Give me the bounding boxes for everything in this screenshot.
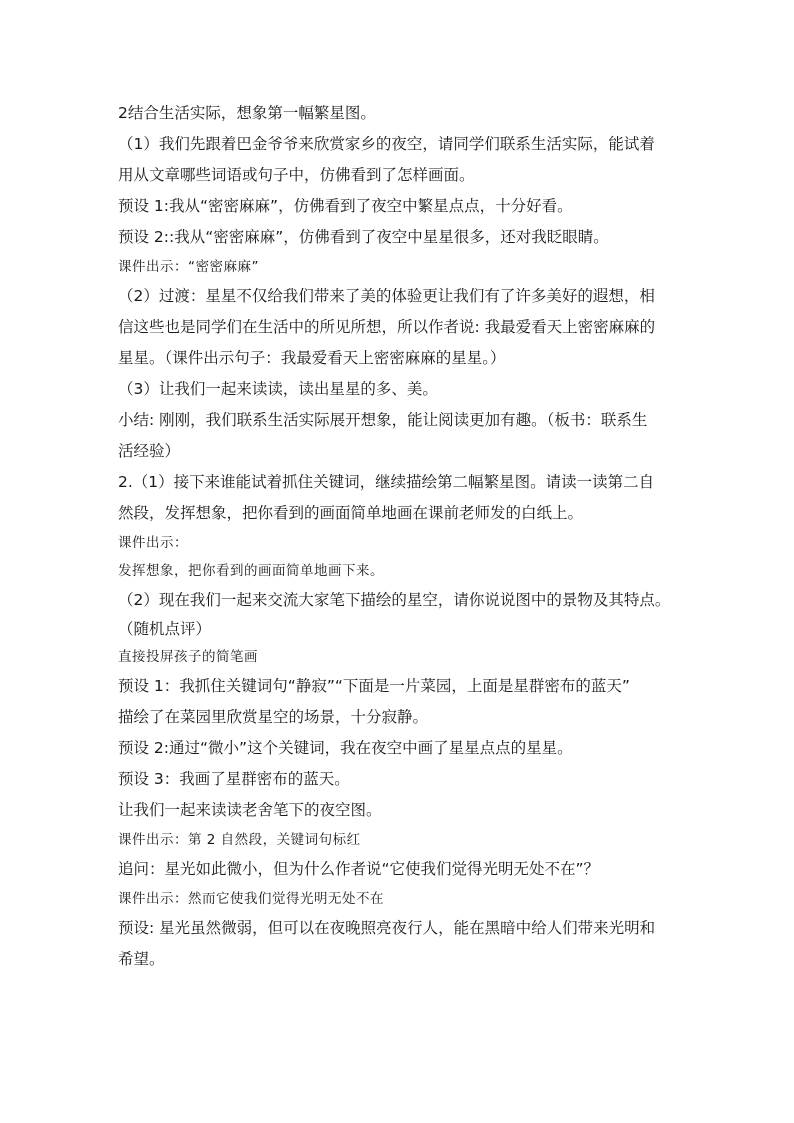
paragraph-line: 信这些也是同学们在生活中的所见所想，所以作者说: 我最爱看天上密密麻麻的 bbox=[118, 318, 656, 336]
courseware-note: 课件出示：第 2 自然段，关键词句标红 bbox=[118, 832, 361, 848]
courseware-note: 课件出示：然而它使我们觉得光明无处不在 bbox=[118, 891, 384, 907]
document-body bbox=[118, 98, 688, 975]
summary-line: 小结: 刚刚，我们联系生活实际展开想象，能让阅读更加有趣。（板书：联系生 bbox=[118, 411, 648, 429]
paragraph-line: 让我们一起来读读老舍笔下的夜空图。 bbox=[118, 801, 382, 819]
paragraph-line: （2）现在我们一起来交流大家笔下描绘的星空，请你说说图中的景物及其特点。 bbox=[118, 591, 671, 609]
preset-answer-1: 描绘了在菜园里欣赏星空的场景，十分寂静。 bbox=[118, 708, 429, 726]
follow-up-question: 追问：星光如此微小，但为什么作者说“它使我们觉得光明无处不在”？ bbox=[118, 860, 600, 878]
paragraph-line: 星星。（课件出示句子：我最爱看天上密密麻麻的星星。） bbox=[118, 349, 506, 367]
paragraph-line: （2）过渡：星星不仅给我们带来了美的体验更让我们有了许多美好的遐想，相 bbox=[118, 287, 655, 305]
summary-line: 活经验） bbox=[118, 442, 181, 460]
preset-answer-1: 预设 1：我抓住关键词句“静寂”“下面是一片菜园，上面是星群密布的蓝天” bbox=[118, 677, 630, 695]
teacher-note: 直接投屏孩子的简笔画 bbox=[118, 649, 258, 665]
preset-answer: 希望。 bbox=[118, 950, 165, 968]
paragraph-line: （1）我们先跟着巴金爷爷来欣赏家乡的夜空，请同学们联系生活实际，能试着 bbox=[118, 135, 655, 153]
preset-answer: 预设: 星光虽然微弱，但可以在夜晚照亮夜行人，能在黑暗中给人们带来光明和 bbox=[118, 919, 656, 937]
courseware-note: 课件出示： bbox=[118, 535, 188, 551]
paragraph-line: （随机点评） bbox=[118, 620, 212, 638]
preset-answer-1: 预设 1:我从“密密麻麻”，仿佛看到了夜空中繁星点点，十分好看。 bbox=[118, 197, 573, 215]
preset-answer-3: 预设 3：我画了星群密布的蓝天。 bbox=[118, 770, 350, 788]
section-heading-second-star-map: 2.（1）接下来谁能试着抓住关键词，继续描绘第二幅繁星图。请读一读第二自 bbox=[118, 473, 655, 491]
courseware-note: 发挥想象，把你看到的画面简单地画下来。 bbox=[118, 563, 384, 579]
paragraph-line: 然段，发挥想象，把你看到的画面简单地画在课前老师发的白纸上。 bbox=[118, 504, 584, 522]
preset-answer-2: 预设 2::我从“密密麻麻”，仿佛看到了夜空中星星很多，还对我眨眼睛。 bbox=[118, 228, 609, 246]
courseware-note: 课件出示：“密密麻麻” bbox=[118, 259, 259, 275]
paragraph-line: （3）让我们一起来读读，读出星星的多、美。 bbox=[118, 380, 438, 398]
section-heading-imagine-first-star-map: 2结合生活实际，想象第一幅繁星图。 bbox=[118, 104, 376, 122]
paragraph-line: 用从文章哪些词语或句子中，仿佛看到了怎样画面。 bbox=[118, 166, 475, 184]
preset-answer-2: 预设 2:通过“微小”这个关键词，我在夜空中画了星星点点的星星。 bbox=[118, 739, 573, 757]
